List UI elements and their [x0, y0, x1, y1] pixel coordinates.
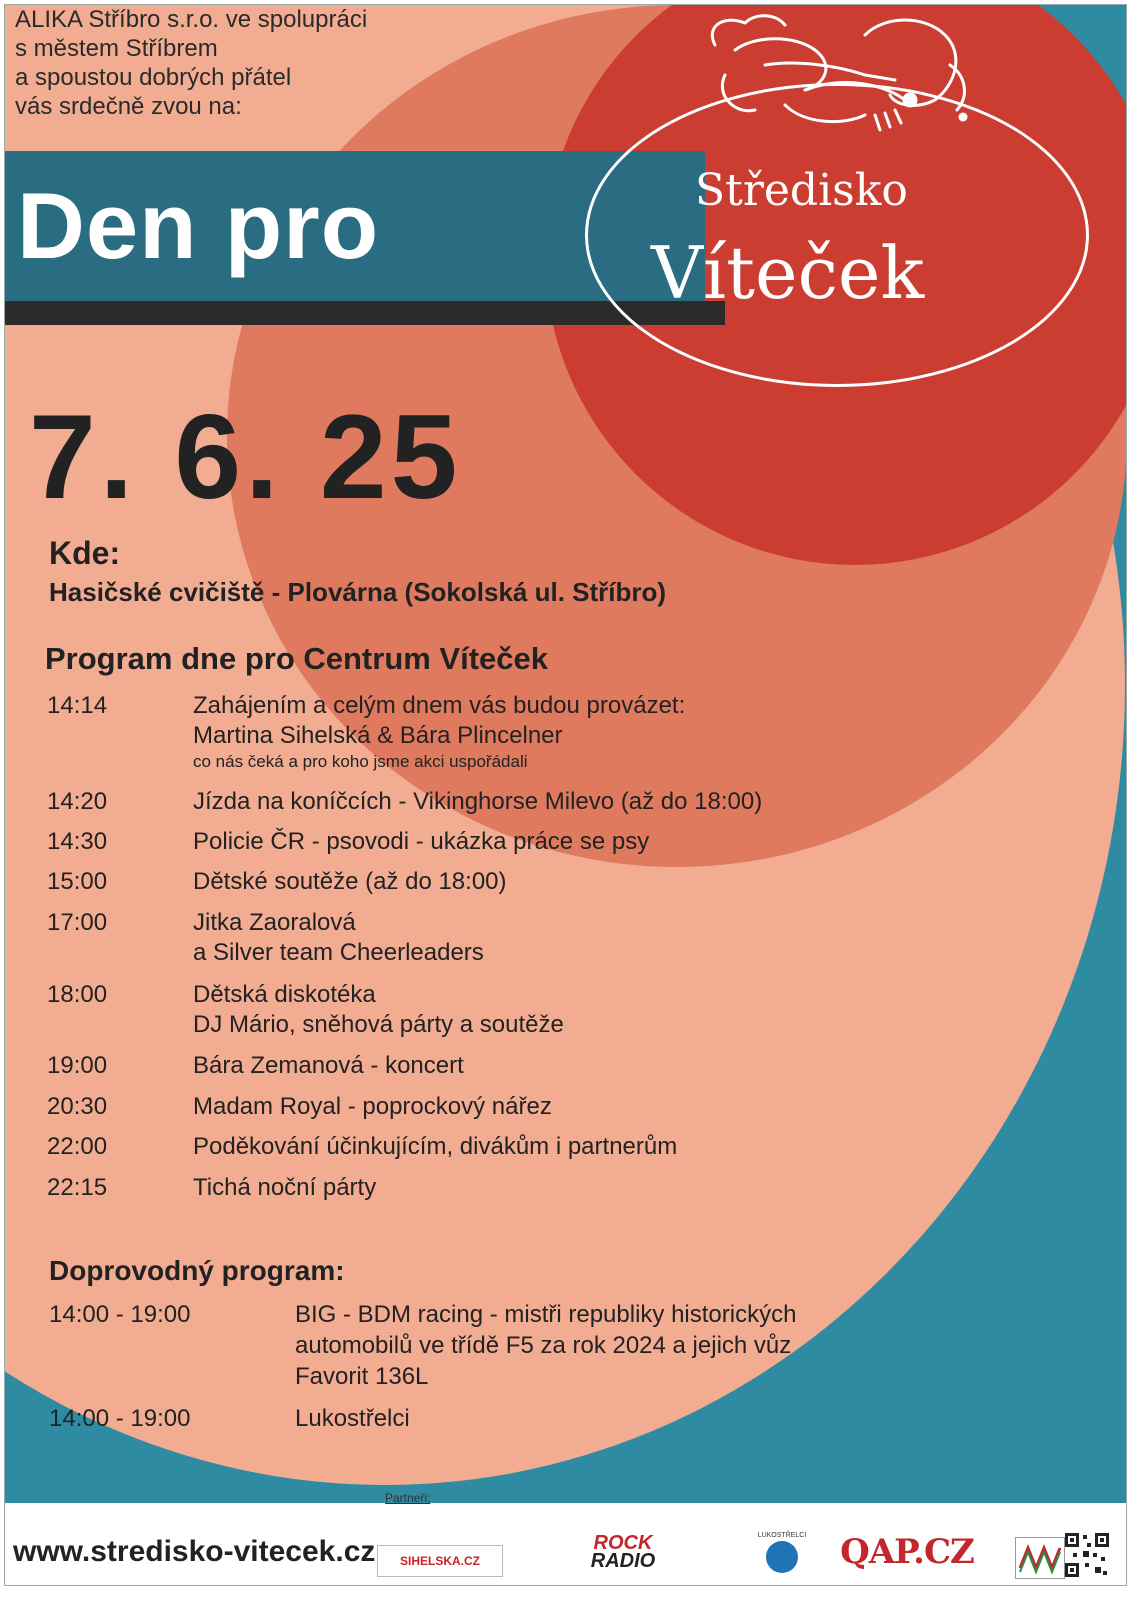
qr-code-icon	[1065, 1533, 1109, 1577]
schedule-time: 20:30	[47, 1093, 108, 1120]
schedule-time: 17:00	[47, 909, 108, 936]
website-link[interactable]: www.stredisko-vitecek.cz	[13, 1535, 376, 1568]
schedule-line: Martina Sihelská & Bára Plincelner	[193, 722, 563, 749]
event-title: Den pro	[17, 173, 380, 278]
partners-label: Partneři:	[385, 1491, 431, 1505]
side-program-description	[295, 1299, 796, 1392]
schedule-line: Jízda na koníčcích - Vikinghorse Milevo (až do 18:00)	[193, 788, 763, 815]
sponsor-logo-zigzag-icon	[1015, 1537, 1065, 1579]
schedule-time: 15:00	[47, 868, 108, 895]
schedule-description	[193, 980, 564, 1040]
schedule-line: Dětské soutěže (až do 18:00)	[193, 868, 507, 895]
side-program-title: Doprovodný program:	[49, 1255, 345, 1286]
rock-radio-bottom: RADIO	[590, 1550, 656, 1572]
side-program-time: 14:00 - 19:00	[49, 1405, 191, 1432]
event-date: 7. 6. 25	[29, 390, 462, 524]
archers-logo-label: LUKOSTŘELCI	[757, 1531, 807, 1539]
schedule-line: DJ Mário, sněhová párty a soutěže	[193, 1011, 564, 1038]
side-program-line: automobilů ve třídě F5 za rok 2024 a jejich vůz	[295, 1332, 792, 1359]
schedule-line: Jitka Zaoralová	[193, 909, 356, 936]
schedule-time: 19:00	[47, 1052, 108, 1079]
schedule-time: 14:14	[47, 692, 108, 719]
logo-text-vitecek: Víteček	[651, 231, 925, 315]
archers-logo-icon	[766, 1541, 798, 1573]
intro-line: s městem Stříbrem	[15, 35, 218, 62]
schedule-line: Madam Royal - poprockový nářez	[193, 1093, 552, 1120]
invitation-intro	[15, 5, 367, 121]
schedule-line: Bára Zemanová - koncert	[193, 1052, 464, 1079]
event-poster	[4, 4, 1127, 1586]
intro-line: vás srdečně zvou na:	[15, 93, 242, 120]
schedule-line: Zahájením a celým dnem vás budou provázet:	[193, 692, 686, 719]
schedule-line: Tichá noční párty	[193, 1174, 377, 1201]
schedule-line: Poděkování účinkujícím, divákům i partnerům	[193, 1133, 678, 1160]
sponsor-logo-archers	[747, 1529, 817, 1575]
sponsor-logo-qap: QAP.CZ	[840, 1532, 974, 1572]
schedule-description	[193, 908, 484, 968]
intro-line: a spoustou dobrých přátel	[15, 64, 292, 91]
schedule-time: 22:00	[47, 1133, 108, 1160]
schedule-time: 14:30	[47, 828, 108, 855]
sponsor-logo-sihelska: SIHELSKA.CZ	[377, 1545, 503, 1577]
logo-text-stredisko: Středisko	[695, 165, 908, 216]
schedule-description	[193, 691, 685, 773]
sponsor-logo-rock-radio	[557, 1529, 689, 1575]
schedule-time: 22:15	[47, 1174, 108, 1201]
side-program-line: BIG - BDM racing - mistři republiky historických	[295, 1301, 797, 1328]
schedule-time: 14:20	[47, 788, 108, 815]
rock-radio-top: ROCK	[593, 1532, 653, 1554]
schedule-line: a Silver team Cheerleaders	[193, 939, 484, 966]
cartoon-animal-hugging-logo	[695, 5, 1015, 155]
schedule-line: Dětská diskotéka	[193, 981, 376, 1008]
side-program-line: Lukostřelci	[295, 1405, 410, 1432]
schedule-time: 18:00	[47, 981, 108, 1008]
program-title: Program dne pro Centrum Víteček	[45, 641, 549, 676]
venue-label: Kde:	[49, 535, 121, 571]
intro-line: ALIKA Stříbro s.r.o. ve spolupráci	[15, 6, 368, 33]
venue-address: Hasičské cvičiště - Plovárna (Sokolská ul. Stříbro)	[49, 577, 667, 607]
side-program-line: Favorit 136L	[295, 1363, 429, 1390]
schedule-line: Policie ČR - psovodi - ukázka práce se psy	[193, 828, 650, 855]
schedule-note: co nás čeká a pro koho jsme akci uspořádali	[193, 752, 528, 771]
side-program-time: 14:00 - 19:00	[49, 1301, 191, 1328]
